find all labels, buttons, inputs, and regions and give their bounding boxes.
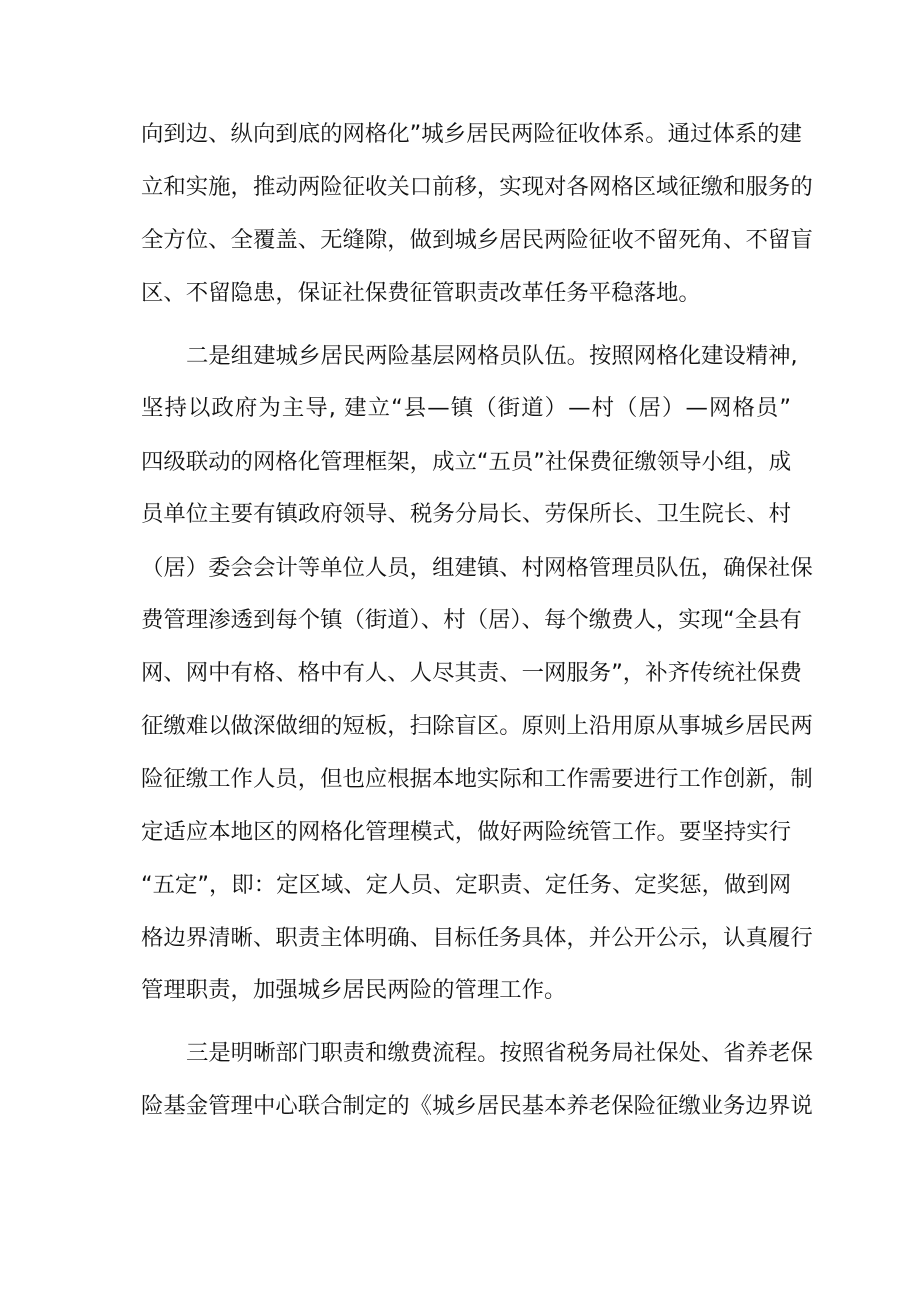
paragraph-first-line: 二是组建城乡居民两险基层网格员队伍。按照网格化建设精神, bbox=[186, 343, 798, 369]
text-line: 管理职责，加强城乡居民两险的管理工作。 bbox=[141, 977, 567, 1003]
text-line: 网、网中有格、格中有人、人尽其责、一网服务”，补齐传统社保费 bbox=[141, 660, 802, 686]
text-line: 坚持以政府为主导, 建立“县—镇（街道）—村（居）—网格员” bbox=[141, 395, 791, 421]
text-line: 定适应本地区的网格化管理模式，做好两险统管工作。要坚持实行 bbox=[141, 819, 791, 845]
text-line: 立和实施，推动两险征收关口前移，实现对各网格区域征缴和服务的 bbox=[141, 174, 813, 200]
text-line: 全方位、全覆盖、无缝隙，做到城乡居民两险征收不留死角、不留盲 bbox=[141, 227, 813, 253]
text-line: 向到边、纵向到底的网格化”城乡居民两险征收体系。通过体系的建 bbox=[141, 121, 802, 147]
text-line: “五定”，即：定区域、定人员、定职责、定任务、定奖惩，做到网 bbox=[141, 872, 792, 898]
text-line: 四级联动的网格化管理框架，成立“五员”社保费征缴领导小组，成 bbox=[141, 449, 792, 475]
text-line: 员单位主要有镇政府领导、税务分局长、劳保所长、卫生院长、村 bbox=[141, 501, 791, 527]
text-line: （居）委会会计等单位人员，组建镇、村网格管理员队伍，确保社保 bbox=[141, 555, 813, 581]
text-line: 险征缴工作人员，但也应根据本地实际和工作需要进行工作创新，制 bbox=[141, 766, 813, 792]
text-line: 险基金管理中心联合制定的《城乡居民基本养老保险征缴业务边界说 bbox=[141, 1093, 813, 1119]
text-line: 征缴难以做深做细的短板，扫除盲区。原则上沿用原从事城乡居民两 bbox=[141, 713, 813, 739]
text-line: 格边界清晰、职责主体明确、目标任务具体，并公开公示，认真履行 bbox=[141, 925, 813, 951]
text-line: 费管理渗透到每个镇（街道）、村（居）、每个缴费人，实现“全县有 bbox=[141, 607, 802, 633]
paragraph-first-line: 三是明晰部门职责和缴费流程。按照省税务局社保处、省养老保 bbox=[186, 1040, 813, 1066]
text-line: 区、不留隐患，保证社保费征管职责改革任务平稳落地。 bbox=[141, 280, 701, 306]
